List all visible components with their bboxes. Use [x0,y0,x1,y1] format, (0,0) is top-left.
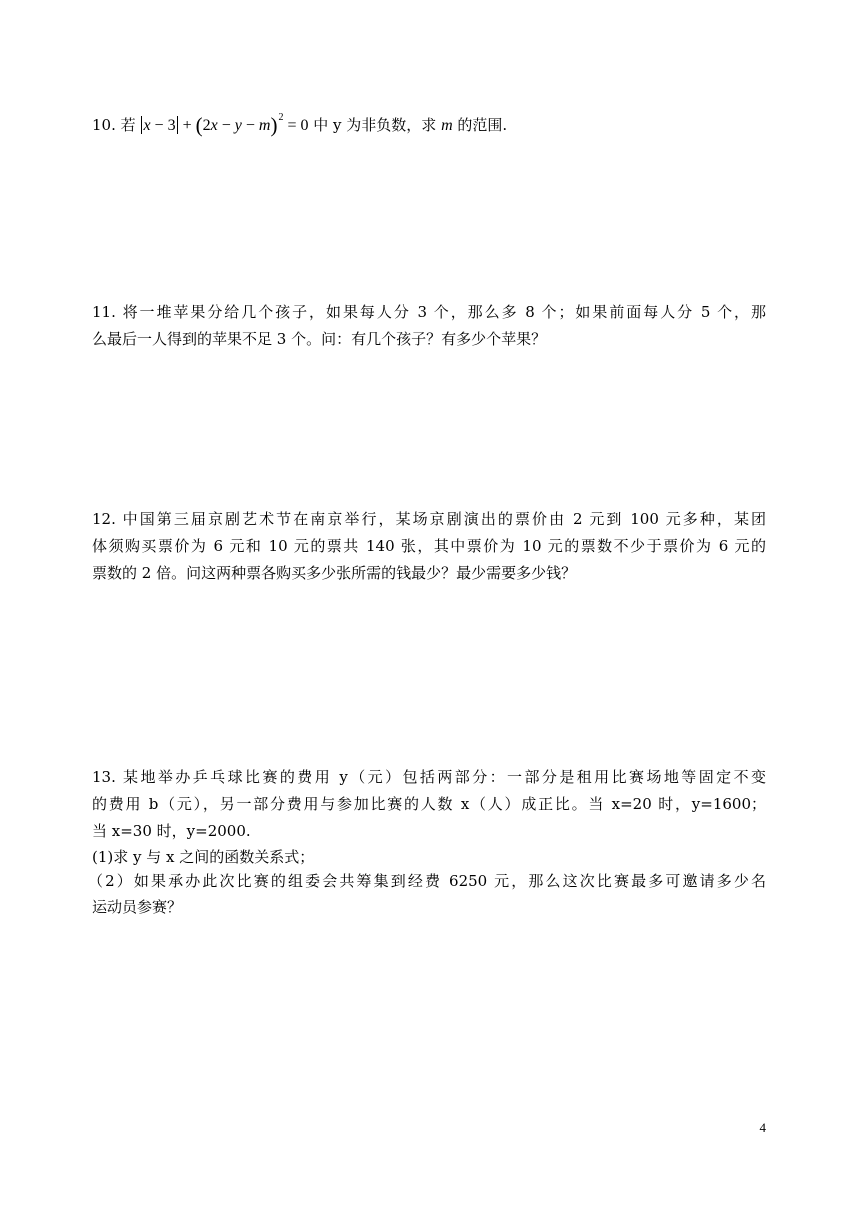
q13-part-1: (1)求 y 与 x 之间的函数关系式； [92,848,315,866]
q12-line-2: 体须购买票价为 6 元和 10 元的票共 140 张，其中票价为 10 元的票数不少于票价为 6 元的 [92,537,766,555]
q13-part-2-line-1: （2）如果承办此次比赛的组委会共筹集到经费 6250 元，那么这次比赛最多可邀请多少名 [88,872,766,890]
q13-line-1: 13. 某地举办乒乓球比赛的费用 y（元）包括两部分：一部分是租用比赛场地等固定不变 [92,768,766,786]
question-10 [92,108,507,136]
q11-line-2: 么最后一人得到的苹果不足 3 个。问：有几个孩子？有多少个苹果？ [92,330,547,348]
q10-formula: $x - 3 + (2x - y - m)^2 = 0$ [143,112,309,137]
q10-tail: 的范围. [457,116,508,134]
q11-line-1: 11. 将一堆苹果分给几个孩子，如果每人分 3 个，那么多 8 个；如果前面每人分 5 个，那 [92,303,766,321]
q10-var-m: m [441,117,453,134]
q12-line-1: 12. 中国第三届京剧艺术节在南京举行，某场京剧演出的票价由 2 元到 100 元多种，某团 [92,510,766,528]
q13-part-2-line-2: 运动员参赛？ [92,898,183,916]
page-number: 4 [759,1120,766,1135]
q10-number: 10. [92,116,116,134]
q12-line-3: 票数的 2 倍。问这两种票各购买多少张所需的钱最少？最少需要多少钱？ [92,564,577,582]
q13-line-2: 的费用 b（元），另一部分费用与参加比赛的人数 x（人）成正比。当 x=20 时，y=1600； [92,795,766,813]
q10-prefix: 若 [120,116,136,134]
q10-suffix: 中 y 为非负数，求 [313,116,437,134]
q13-line-3: 当 x=30 时，y=2000. [92,822,251,840]
